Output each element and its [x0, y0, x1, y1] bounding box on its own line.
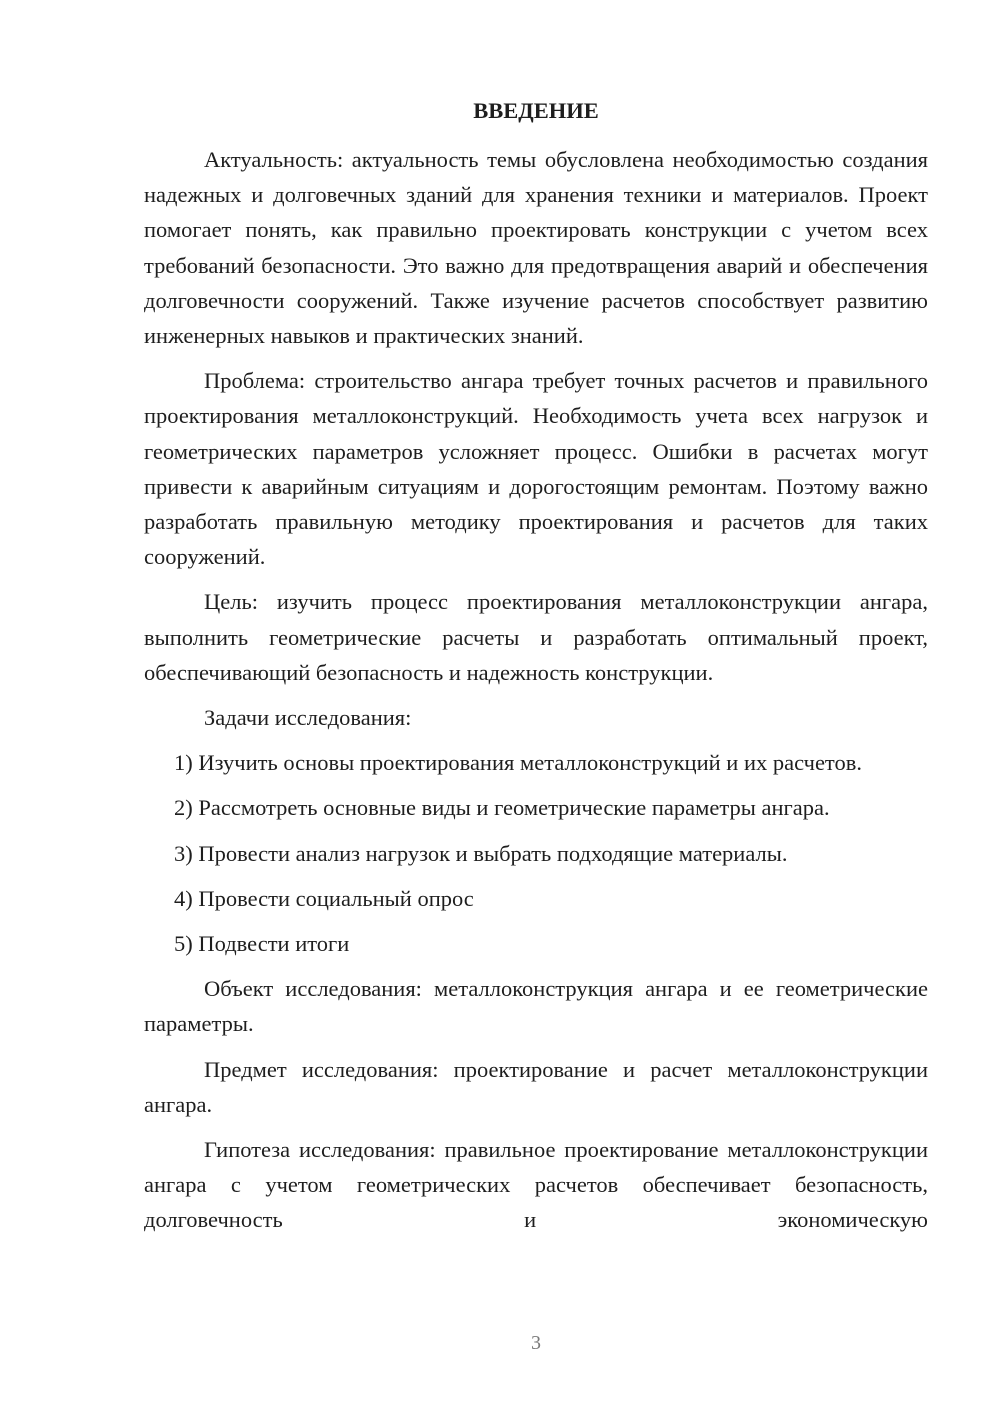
goal-paragraph: Цель: изучить процесс проектирования металлоконструкции ангара, выполнить геометрические расчеты и разработать оптимальный проект, обеспечивающий безопасность и надежность конструкции.	[144, 589, 928, 685]
hypothesis-paragraph: Гипотеза исследования: правильное проектирование металлоконструкции ангара с учетом геометрических расчетов обеспечивает безопасность, долговечность и экономическую	[144, 1137, 928, 1233]
task-item-1: 1) Изучить основы проектирования металлоконструкций и их расчетов.	[174, 750, 862, 776]
section-title: ВВЕДЕНИЕ	[473, 98, 599, 123]
page-number: 3	[531, 1332, 541, 1354]
task-item-3: 3) Провести анализ нагрузок и выбрать подходящие материалы.	[174, 840, 788, 866]
tasks-heading: Задачи исследования:	[204, 705, 412, 731]
task-item-4: 4) Провести социальный опрос	[174, 885, 474, 911]
task-item-2: 2) Рассмотреть основные виды и геометрические параметры ангара.	[174, 795, 830, 821]
relevance-paragraph: Актуальность: актуальность темы обусловлена необходимостью создания надежных и долговечных зданий для хранения техники и материалов. Проект помогает понять, как правильно проектировать конструкции с учетом всех требований безопасности. Это важно для предотвращения аварий и обеспечения долговечности сооружений. Также изучение расчетов способствует развитию инженерных навыков и практических знаний.	[144, 147, 928, 349]
page-content	[144, 93, 928, 1248]
problem-paragraph: Проблема: строительство ангара требует точных расчетов и правильного проектирования металлоконструкций. Необходимость учета всех нагрузок и геометрических параметров усложняет процесс. Ошибки в расчетах могут привести к аварийным ситуациям и дорогостоящим ремонтам. Поэтому важно разработать правильную методику проектирования и расчетов для таких сооружений.	[144, 368, 928, 570]
subject-paragraph: Предмет исследования: проектирование и расчет металлоконструкции ангара.	[144, 1056, 928, 1117]
task-item-5: 5) Подвести итоги	[174, 931, 350, 957]
object-paragraph: Объект исследования: металлоконструкция ангара и ее геометрические параметры.	[144, 976, 928, 1037]
